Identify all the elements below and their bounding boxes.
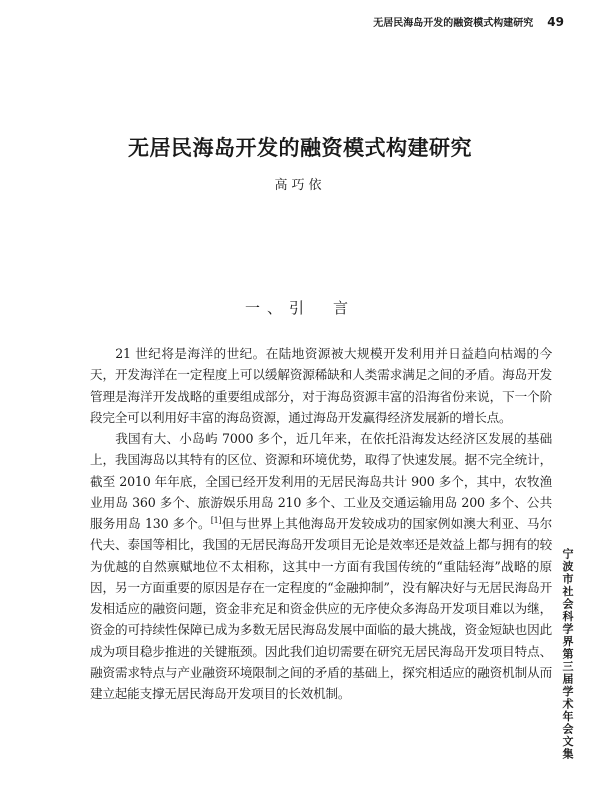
page-number: 49 xyxy=(547,15,564,29)
side-stamp: 宁波市社会科学界第三届学术年会文集 xyxy=(561,548,574,761)
author-name: 高巧依 xyxy=(274,178,326,193)
paragraph-2-text: 我国有大、小岛屿 7000 多个，近几年来，在依托沿海发达经济区发展的基础上，我国海岛以其特有的区位、资源和环境优势，取得了快速发展。据不完全统计，截至 2010 年年底，全国已经开发利用的无居民海岛共计 900 多个，其中，农牧渔业用岛 360 多个、旅游娱乐用岛 210 多个、工业及交通运输用岛 200 多个、公共服务用岛 130 多个。 xyxy=(90,431,552,531)
running-header-title: 无居民海岛开发的融资模式构建研究 xyxy=(373,18,534,29)
citation-marker: [1] xyxy=(210,515,222,525)
article-title: 无居民海岛开发的融资模式构建研究 xyxy=(128,135,472,160)
running-header xyxy=(373,14,564,29)
paragraph-2 xyxy=(90,428,552,704)
section-heading: 一、引 言 xyxy=(244,299,355,317)
body-text xyxy=(90,343,552,704)
paragraph-2-continuation: 但与世界上其他海岛开发较成功的国家例如澳大利亚、马尔代夫、泰国等相比，我国的无居民海岛开发项目无论是效率还是效益上都与拥有的较为优越的自然禀赋地位不太相称，这其中一方面有我国传统的“重陆轻海”战略的原因，另一方面重要的原因是存在一定程度的“金融抑制”，没有解决好与无居民海岛开发相适应的融资问题，资金非充足和资金供应的无序使众多海岛开发项目难以为继，资金的可持续性保障已成为多数无居民海岛发展中面临的最大挑战，资金短缺也因此成为项目稳步推进的关键瓶颈。因此我们迫切需要在研究无居民海岛开发项目特点、融资需求特点与产业融资环境限制之间的矛盾的基础上，探究相适应的融资机制从而建立起能支撑无居民海岛开发项目的长效机制。 xyxy=(90,516,552,701)
paragraph-1: 21 世纪将是海洋的世纪。在陆地资源被大规模开发利用并日益趋向枯竭的今天，开发海洋在一定程度上可以缓解资源稀缺和人类需求满足之间的矛盾。海岛开发管理是海洋开发战略的重要组成部分，对于海岛资源丰富的沿海省份来说，下一个阶段完全可以利用好丰富的海岛资源，通过海岛开发赢得经济发展新的增长点。 xyxy=(90,346,552,425)
